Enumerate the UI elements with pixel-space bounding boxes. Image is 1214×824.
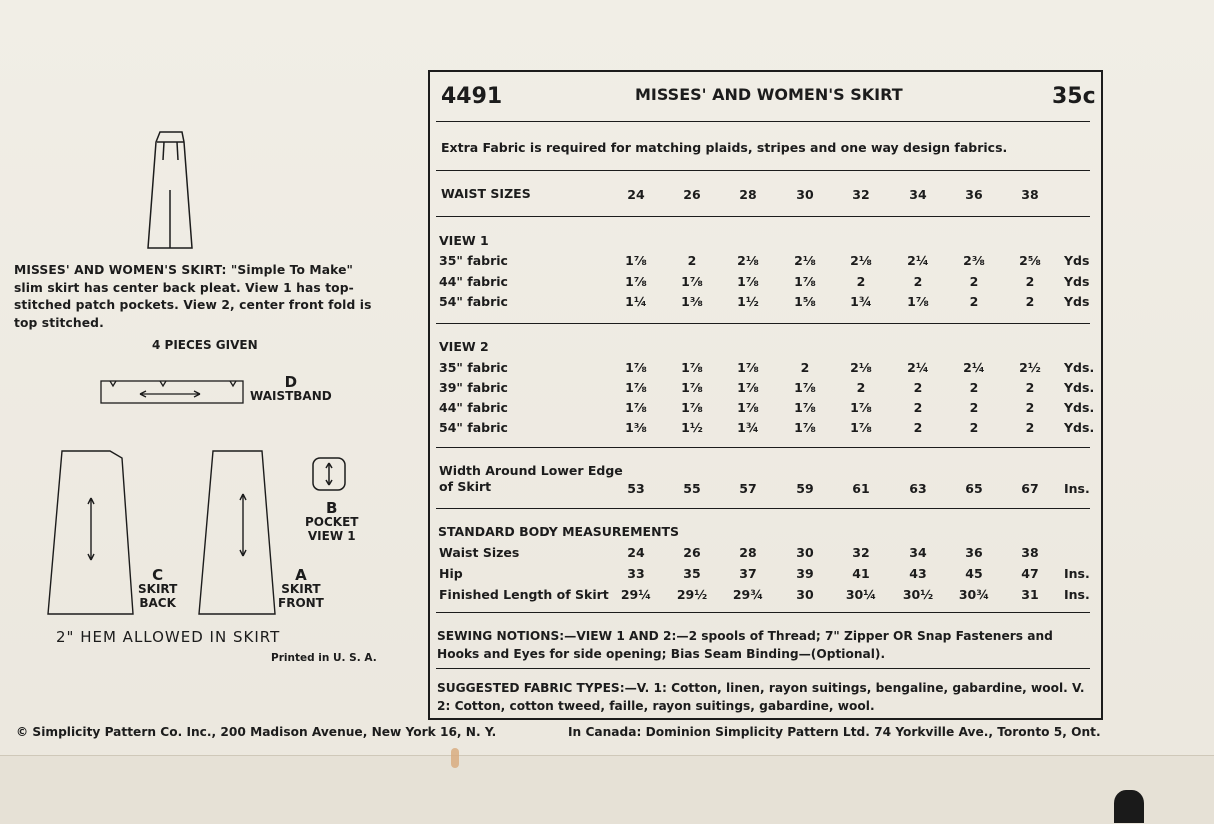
table-cell: 2	[913, 400, 923, 415]
table-cell: 36	[965, 545, 983, 560]
table-cell: 43	[909, 566, 927, 581]
footer-canada-address: In Canada: Dominion Simplicity Pattern Ltd. 74 Yorkville Ave., Toronto 5, Ont.	[568, 725, 1101, 739]
width-label-1: Width Around Lower Edge	[439, 463, 623, 478]
footer-us-address: © Simplicity Pattern Co. Inc., 200 Madison Avenue, New York 16, N. Y.	[16, 725, 497, 739]
unit-label: Yds.	[1064, 400, 1095, 415]
width-cell: 57	[739, 481, 757, 496]
table-cell: 2	[1025, 273, 1035, 289]
table-cell: 31	[1021, 587, 1039, 602]
table-cell: 2	[969, 380, 979, 395]
yardage-chart-box	[428, 70, 1103, 720]
table-cell: 1⅜	[625, 420, 647, 435]
pattern-price: 35c	[1052, 84, 1096, 109]
table-cell: 2	[1025, 400, 1035, 415]
unit-label: Yds.	[1064, 360, 1095, 375]
table-cell: 1¾	[850, 294, 872, 309]
piece-name-d: WAISTBAND	[250, 389, 332, 403]
width-cell: 53	[627, 481, 645, 496]
table-cell: 1⅞	[737, 380, 759, 395]
table-cell: 30¾	[958, 587, 990, 602]
table-cell: 2	[856, 273, 866, 289]
table-cell: 1½	[737, 294, 759, 309]
matching-note: Extra Fabric is required for matching plaids, stripes and one way design fabrics.	[441, 140, 1008, 155]
suggested-fabrics: SUGGESTED FABRIC TYPES:—V. 1: Cotton, linen, rayon suitings, bengaline, gabardine, wool. V. 2: Cotton, cotton tweed, faille, rayon suitings, gabardine, wool.	[437, 681, 1085, 713]
table-cell: 1⅞	[850, 420, 872, 435]
row-label: Waist Sizes	[439, 545, 520, 560]
table-cell: 47	[1021, 566, 1039, 581]
pattern-title: MISSES' AND WOMEN'S SKIRT	[635, 85, 903, 104]
table-cell: 1⅞	[794, 400, 816, 415]
width-label-2: of Skirt	[439, 479, 492, 494]
divider	[436, 447, 1090, 448]
table-cell: 1½	[681, 420, 703, 435]
piece-name-a2: FRONT	[278, 596, 324, 610]
table-cell: 29½	[676, 587, 708, 602]
pocket-label	[305, 501, 358, 543]
envelope-flap	[0, 755, 1214, 824]
piece-name-a1: SKIRT	[281, 582, 321, 596]
waist-sizes-label: WAIST SIZES	[441, 186, 531, 201]
table-cell: 1⅞	[625, 400, 647, 415]
size-header-cell: 26	[683, 187, 701, 202]
size-header-cell: 24	[627, 187, 645, 202]
width-cell: 67	[1021, 481, 1039, 496]
table-cell: 1⅞	[850, 400, 872, 415]
table-cell: 1⅞	[681, 273, 703, 289]
divider	[436, 612, 1090, 613]
table-cell: 2	[913, 420, 923, 435]
table-cell: 1⅞	[907, 294, 929, 309]
row-label: 44" fabric	[439, 273, 508, 289]
table-cell: 2⅛	[737, 253, 759, 268]
table-cell: 1⅞	[737, 273, 759, 289]
piece-name-b1: POCKET	[305, 515, 359, 529]
divider	[436, 216, 1090, 217]
table-cell: 2	[1025, 294, 1035, 309]
dark-corner	[1114, 790, 1144, 823]
width-cell: 65	[965, 481, 983, 496]
table-cell: 1¼	[625, 294, 647, 309]
pieces-given: 4 PIECES GIVEN	[152, 338, 258, 352]
piece-letter-a: A	[295, 566, 307, 584]
size-header-cell: 38	[1021, 187, 1039, 202]
skirt-sketch-icon	[148, 132, 192, 248]
table-cell: 26	[683, 545, 701, 560]
table-cell: 1⅞	[681, 400, 703, 415]
table-cell: 1⅞	[625, 253, 647, 268]
table-cell: 1⅞	[625, 380, 647, 395]
piece-letter-b: B	[326, 499, 338, 517]
width-cell: 59	[796, 481, 814, 496]
row-label: 54" fabric	[439, 420, 508, 435]
unit-label: Ins.	[1064, 587, 1090, 602]
table-cell: 32	[852, 545, 870, 560]
row-label: Finished Length of Skirt	[439, 587, 609, 602]
table-cell: 2	[913, 380, 923, 395]
table-cell: 2⅝	[1019, 253, 1041, 268]
table-cell: 1⅞	[625, 360, 647, 375]
skirt-front-label	[278, 568, 324, 610]
table-cell: 29¼	[620, 587, 652, 602]
sewing-notions: SEWING NOTIONS:—VIEW 1 AND 2:—2 spools of Thread; 7" Zipper OR Snap Fasteners and Hooks and Eyes for side opening; Bias Seam Binding—(Optional).	[437, 629, 1053, 661]
table-cell: 1⅞	[737, 360, 759, 375]
table-cell: 2	[969, 273, 979, 289]
printed-note: Printed in U. S. A.	[271, 652, 377, 664]
pattern-description: MISSES' AND WOMEN'S SKIRT: "Simple To Make" slim skirt has center back pleat. View 1 has top-stitched patch pockets. View 2, center front fold is top stitched.	[14, 263, 372, 330]
table-cell: 1⅜	[681, 294, 703, 309]
unit-label: Yds	[1064, 273, 1090, 289]
width-cell: 55	[683, 481, 701, 496]
table-cell: 1⅞	[737, 400, 759, 415]
table-cell: 2¼	[963, 360, 985, 375]
table-cell: 2⅛	[850, 360, 872, 375]
size-header-cell: 28	[739, 187, 757, 202]
table-cell: 2	[1025, 420, 1035, 435]
pocket-piece-icon	[313, 458, 345, 490]
piece-name-b2: VIEW 1	[307, 529, 356, 543]
table-cell: 2	[687, 253, 697, 268]
unit-label: Yds.	[1064, 380, 1095, 395]
row-label: 54" fabric	[439, 294, 508, 309]
table-cell: 30¼	[845, 587, 877, 602]
table-cell: 2⅛	[850, 253, 872, 268]
table-cell: 1⅞	[625, 273, 647, 289]
table-cell: 1⅞	[794, 380, 816, 395]
divider	[436, 508, 1090, 509]
divider	[436, 170, 1090, 171]
waistband-label	[250, 375, 332, 403]
divider	[436, 323, 1090, 324]
table-cell: 33	[627, 566, 645, 581]
table-cell: 35	[683, 566, 701, 581]
size-header-cell: 30	[796, 187, 814, 202]
view1-label: VIEW 1	[439, 233, 489, 248]
table-cell: 2	[1025, 380, 1035, 395]
skirt-front-piece-icon	[199, 451, 275, 614]
table-cell: 41	[852, 566, 870, 581]
piece-letter-d: D	[284, 373, 298, 391]
skirt-back-piece-icon	[48, 451, 133, 614]
table-cell: 1⅞	[794, 273, 816, 289]
table-cell: 45	[965, 566, 983, 581]
stain-mark	[451, 748, 459, 768]
table-cell: 29¾	[732, 587, 764, 602]
row-label: 44" fabric	[439, 400, 508, 415]
unit-label: Yds	[1064, 253, 1090, 268]
piece-letter-c: C	[152, 566, 164, 584]
table-cell: 2	[913, 273, 923, 289]
unit-label: Ins.	[1064, 566, 1090, 581]
divider	[436, 121, 1090, 122]
table-cell: 2¼	[907, 360, 929, 375]
table-cell: 30	[796, 545, 814, 560]
size-header-cell: 32	[852, 187, 870, 202]
row-label: 35" fabric	[439, 360, 508, 375]
table-cell: 37	[739, 566, 757, 581]
view2-label: VIEW 2	[439, 339, 489, 354]
width-cell: 63	[909, 481, 927, 496]
pattern-number: 4491	[441, 84, 503, 109]
table-cell: 2	[969, 420, 979, 435]
size-header-cell: 34	[909, 187, 927, 202]
size-header-cell: 36	[965, 187, 983, 202]
table-cell: 2	[800, 360, 810, 375]
piece-name-c1: SKIRT	[138, 582, 178, 596]
table-cell: 1⅞	[681, 380, 703, 395]
table-cell: 1⅞	[794, 420, 816, 435]
body-measurements-heading: STANDARD BODY MEASUREMENTS	[438, 524, 680, 539]
row-label: Hip	[439, 566, 463, 581]
width-cell: 61	[852, 481, 870, 496]
skirt-back-label	[138, 568, 177, 610]
table-cell: 34	[909, 545, 927, 560]
table-cell: 24	[627, 545, 645, 560]
table-cell: 2	[856, 380, 866, 395]
table-cell: 1⅞	[681, 360, 703, 375]
table-cell: 2¼	[907, 253, 929, 268]
row-label: 39" fabric	[439, 380, 508, 395]
unit-label: Yds	[1064, 294, 1090, 309]
table-cell: 39	[796, 566, 814, 581]
piece-name-c2: BACK	[139, 596, 176, 610]
table-cell: 2	[969, 294, 979, 309]
table-cell: 30½	[902, 587, 934, 602]
table-cell: 30	[796, 587, 814, 602]
unit-label: Yds.	[1064, 420, 1095, 435]
table-cell: 2	[969, 400, 979, 415]
table-cell: 28	[739, 545, 757, 560]
table-cell: 2⅛	[794, 253, 816, 268]
table-cell: 2⅜	[963, 253, 985, 268]
table-cell: 38	[1021, 545, 1039, 560]
hem-note: 2" HEM ALLOWED IN SKIRT	[56, 628, 281, 646]
divider	[436, 668, 1090, 669]
table-cell: 2½	[1019, 360, 1041, 375]
table-cell: 1¾	[737, 420, 759, 435]
table-cell: 1⅝	[794, 294, 816, 309]
unit-label: Ins.	[1064, 481, 1090, 496]
row-label: 35" fabric	[439, 253, 508, 268]
waistband-piece-icon	[101, 381, 243, 403]
